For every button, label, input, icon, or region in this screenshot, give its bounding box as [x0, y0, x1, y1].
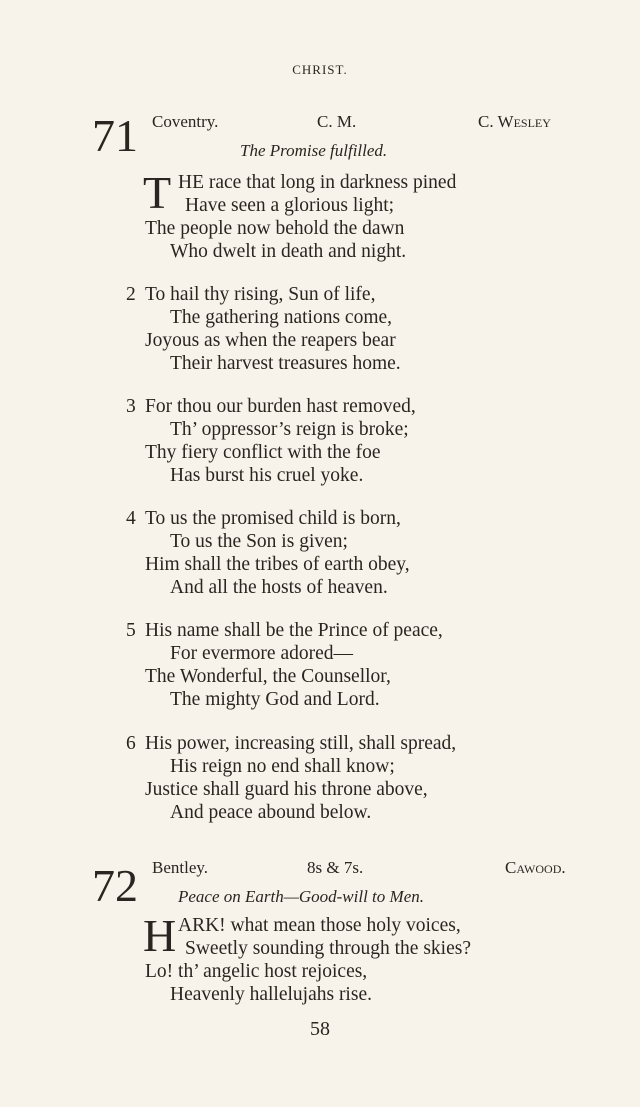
stanza	[143, 167, 457, 263]
verse-line: And peace abound below.	[170, 802, 372, 823]
verse-line: Thy fiery conflict with the foe	[145, 442, 381, 463]
drop-cap: H	[143, 910, 177, 961]
tune-name: Coventry.	[152, 112, 219, 131]
stanza	[126, 732, 457, 824]
verse-line: His power, increasing still, shall spread,	[145, 733, 457, 754]
verse-line: The people now behold the dawn	[145, 218, 405, 239]
verse-line: For thou our burden hast removed,	[145, 396, 416, 417]
verse-line: ARK! what mean those holy voices,	[178, 915, 461, 936]
stanza-number: 5	[126, 620, 136, 641]
verse-line: Joyous as when the reapers bear	[145, 330, 396, 351]
author: Cawood.	[505, 858, 566, 877]
verse-line: Heavenly hallelujahs rise.	[170, 984, 372, 1005]
verse-line: And all the hosts of heaven.	[170, 577, 388, 598]
stanza-number: 2	[126, 284, 136, 305]
author: C. Wesley	[478, 112, 551, 131]
verse-line: His reign no end shall know;	[170, 756, 395, 777]
verse-line: Th’ oppressor’s reign is broke;	[170, 419, 409, 440]
verse-line: Who dwelt in death and night.	[170, 241, 407, 262]
hymn-subtitle: Peace on Earth—Good-will to Men.	[178, 887, 424, 906]
verse-line: Have seen a glorious light;	[185, 195, 395, 216]
stanza	[143, 910, 471, 1006]
verse-line: His name shall be the Prince of peace,	[145, 620, 443, 641]
stanza-number: 6	[126, 733, 136, 754]
hymn-number: 71	[92, 110, 138, 161]
drop-cap: T	[143, 167, 172, 218]
verse-line: The Wonderful, the Counsellor,	[145, 666, 391, 687]
verse-line: Him shall the tribes of earth obey,	[145, 554, 410, 575]
hymn-subtitle: The Promise fulfilled.	[240, 141, 388, 160]
verse-line: The mighty God and Lord.	[170, 689, 380, 710]
section-title: CHRIST.	[292, 62, 348, 77]
stanza-number: 4	[126, 508, 136, 529]
verse-line: The gathering nations come,	[170, 307, 393, 328]
stanza-number: 3	[126, 396, 136, 417]
hymn-meta	[152, 112, 592, 134]
stanza	[126, 395, 416, 487]
hymn-meta	[152, 858, 592, 880]
verse-line: To us the promised child is born,	[145, 508, 401, 529]
verse-line: HE race that long in darkness pined	[178, 172, 457, 193]
stanza	[126, 507, 410, 599]
verse-line: To us the Son is given;	[170, 531, 348, 552]
page-number: 58	[310, 1018, 330, 1040]
verse-line: Justice shall guard his throne above,	[145, 779, 428, 800]
verse-line: Has burst his cruel yoke.	[170, 465, 364, 486]
verse-line: For evermore adored—	[170, 643, 354, 664]
meter: C. M.	[317, 112, 357, 131]
verse-line: To hail thy rising, Sun of life,	[145, 284, 376, 305]
hymn-number: 72	[92, 860, 138, 911]
verse-line: Their harvest treasures home.	[170, 353, 401, 374]
meter: 8s & 7s.	[307, 858, 364, 877]
verse-line: Lo! th’ angelic host rejoices,	[145, 961, 368, 982]
stanza	[126, 283, 401, 375]
verse-line: Sweetly sounding through the skies?	[185, 938, 471, 959]
tune-name: Bentley.	[152, 858, 209, 877]
stanza	[126, 619, 443, 711]
